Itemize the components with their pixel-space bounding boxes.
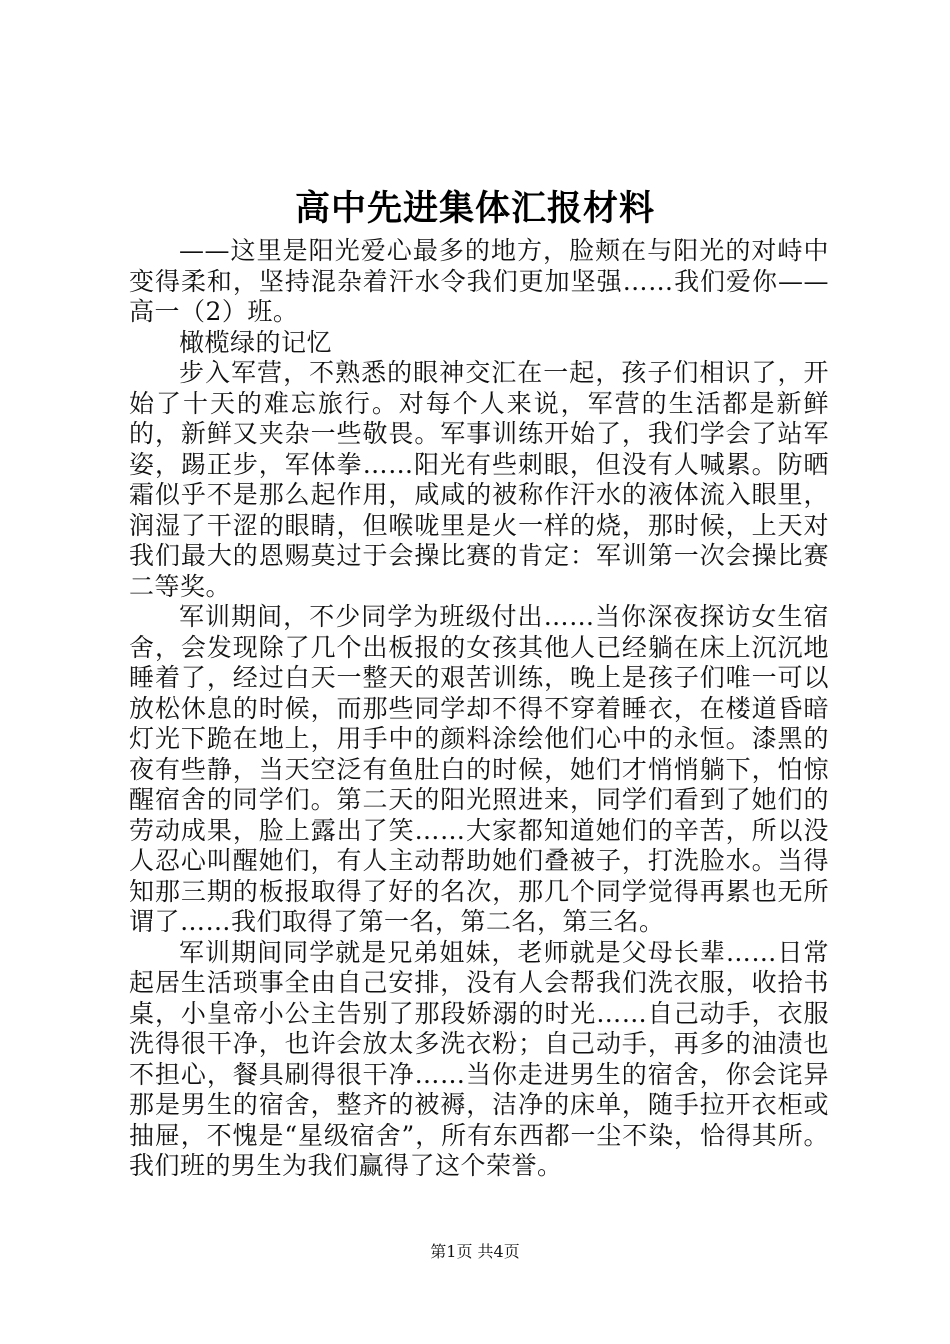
intro-paragraph: ——这里是阳光爱心最多的地方，脸颊在与阳光的对峙中变得柔和，坚持混杂着汗水令我们更加坚强……我们爱你——高一（2）班。 — [129, 236, 829, 326]
document-title: 高中先进集体汇报材料 — [294, 188, 655, 229]
document-body — [129, 236, 829, 1182]
body-paragraph-2: 军训期间，不少同学为班级付出……当你深夜探访女生宿舍，会发现除了几个出板报的女孩其他人已经躺在床上沉沉地睡着了，经过白天一整天的艰苦训练，晚上是孩子们唯一可以放松休息的时候，而那些同学却不得不穿着睡衣，在楼道昏暗灯光下跪在地上，用手中的颜料涂绘他们心中的永恒。漆黑的夜有些静，当天空泛有鱼肚白的时候，她们才悄悄躺下，怕惊醒宿舍的同学们。第二天的阳光照进来，同学们看到了她们的劳动成果，脸上露出了笑……大家都知道她们的辛苦，所以没人忍心叫醒她们，有人主动帮助她们叠被子，打洗脸水。当得知那三期的板报取得了好的名次，那几个同学觉得再累也无所谓了……我们取得了第一名，第二名，第三名。 — [129, 602, 829, 936]
body-paragraph-1: 步入军营，不熟悉的眼神交汇在一起，孩子们相识了，开始了十天的难忘旅行。对每个人来说，军营的生活都是新鲜的，新鲜又夹杂一些敬畏。军事训练开始了，我们学会了站军姿，踢正步，军体拳……阳光有些刺眼，但没有人喊累。防晒霜似乎不是那么起作用，咸咸的被称作汗水的液体流入眼里，润湿了干涩的眼睛，但喉咙里是火一样的烧，那时候，上天对我们最大的恩赐莫过于会操比赛的肯定：军训第一次会操比赛二等奖。 — [129, 358, 829, 601]
body-paragraph-3: 军训期间同学就是兄弟姐妹，老师就是父母长辈……日常起居生活琐事全由自己安排，没有人会帮我们洗衣服，收拾书桌，小皇帝小公主告别了那段娇溺的时光……自己动手，衣服洗得很干净，也许会放太多洗衣粉；自己动手，再多的油渍也不担心，餐具刷得很干净……当你走进男生的宿舍，你会诧异那是男生的宿舍，整齐的被褥，洁净的床单，随手拉开衣柜或抽屉，不愧是“星级宿舍”，所有东西都一尘不染，恰得其所。我们班的男生为我们赢得了这个荣誉。 — [129, 937, 829, 1180]
section-heading: 橄榄绿的记忆 — [179, 327, 333, 357]
page-footer: 第1页 共4页 — [430, 1242, 520, 1261]
